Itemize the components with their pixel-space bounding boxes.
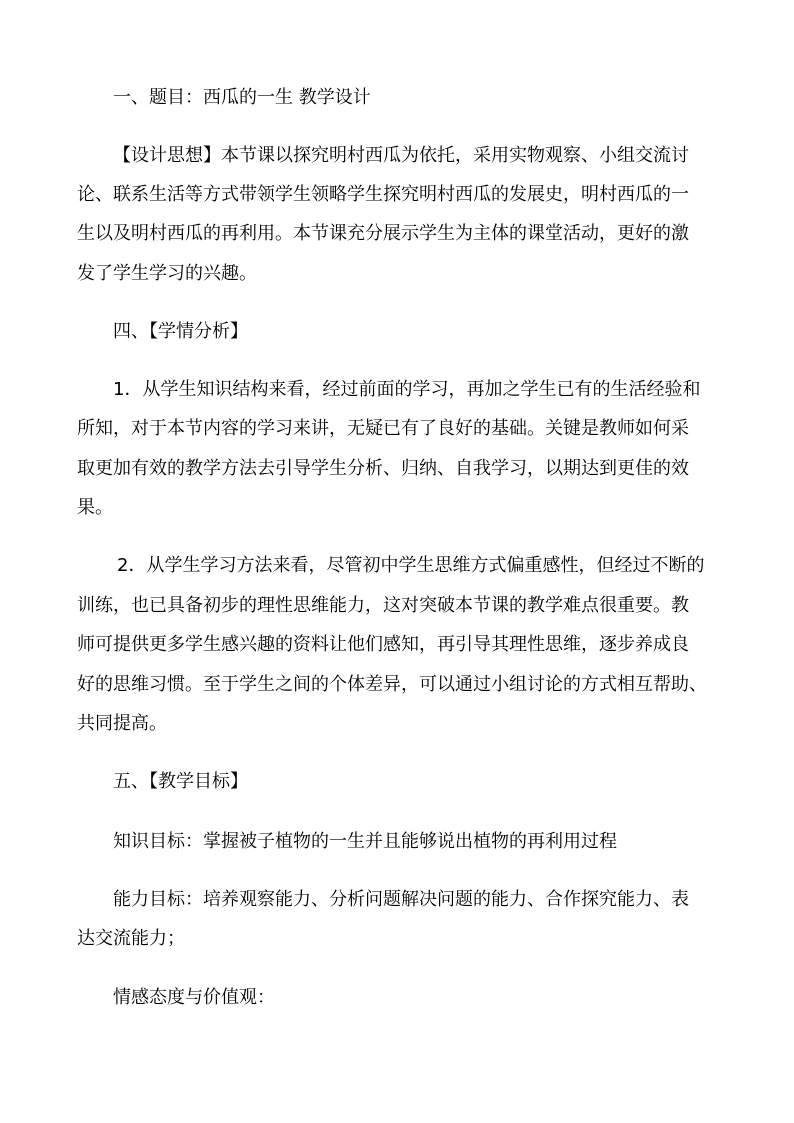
analysis-2-line-1: 2．从学生学习方法来看，尽管初中学生思维方式偏重感性，但经过不断的 (117, 555, 705, 576)
emotion-goal: 情感态度与价值观： (113, 987, 275, 1008)
document-title: 一、题目：西瓜的一生 教学设计 (113, 87, 371, 108)
section-5-heading: 五、【教学目标】 (113, 771, 248, 792)
analysis-2-line-4: 好的思维习惯。至于学生之间的个体差异，可以通过小组讨论的方式相互帮助、 (77, 674, 707, 695)
design-idea-line-2: 论、联系生活等方式带领学生领略学生探究明村西瓜的发展史，明村西瓜的一 (77, 184, 689, 205)
ability-goal-line-2: 达交流能力； (77, 928, 185, 949)
design-idea-line-3: 生以及明村西瓜的再利用。本节课充分展示学生为主体的课堂活动，更好的激 (77, 223, 689, 244)
analysis-2-line-5: 共同提高。 (77, 713, 167, 734)
analysis-1-line-4: 果。 (77, 497, 113, 518)
knowledge-goal: 知识目标：掌握被子植物的一生并且能够说出植物的再利用过程 (113, 831, 617, 852)
design-idea-line-1: 【设计思想】本节课以探究明村西瓜为依托，采用实物观察、小组交流讨 (113, 145, 689, 166)
analysis-1-line-3: 取更加有效的教学方法去引导学生分析、归纳、自我学习，以期达到更佳的效 (77, 458, 689, 479)
analysis-2-line-2: 训练，也已具备初步的理性思维能力，这对突破本节课的教学难点很重要。教 (77, 595, 689, 616)
analysis-1-line-1: 1．从学生知识结构来看，经过前面的学习，再加之学生已有的生活经验和 (113, 379, 701, 400)
ability-goal-line-1: 能力目标：培养观察能力、分析问题解决问题的能力、合作探究能力、表 (113, 889, 689, 910)
analysis-2-line-3: 师可提供更多学生感兴趣的资料让他们感知，再引导其理性思维，逐步养成良 (77, 634, 689, 655)
design-idea-line-4: 发了学生学习的兴趣。 (77, 263, 257, 284)
analysis-1-line-2: 所知，对于本节内容的学习来讲，无疑已有了良好的基础。关键是教师如何采 (77, 418, 689, 439)
section-4-heading: 四、【学情分析】 (113, 321, 248, 342)
